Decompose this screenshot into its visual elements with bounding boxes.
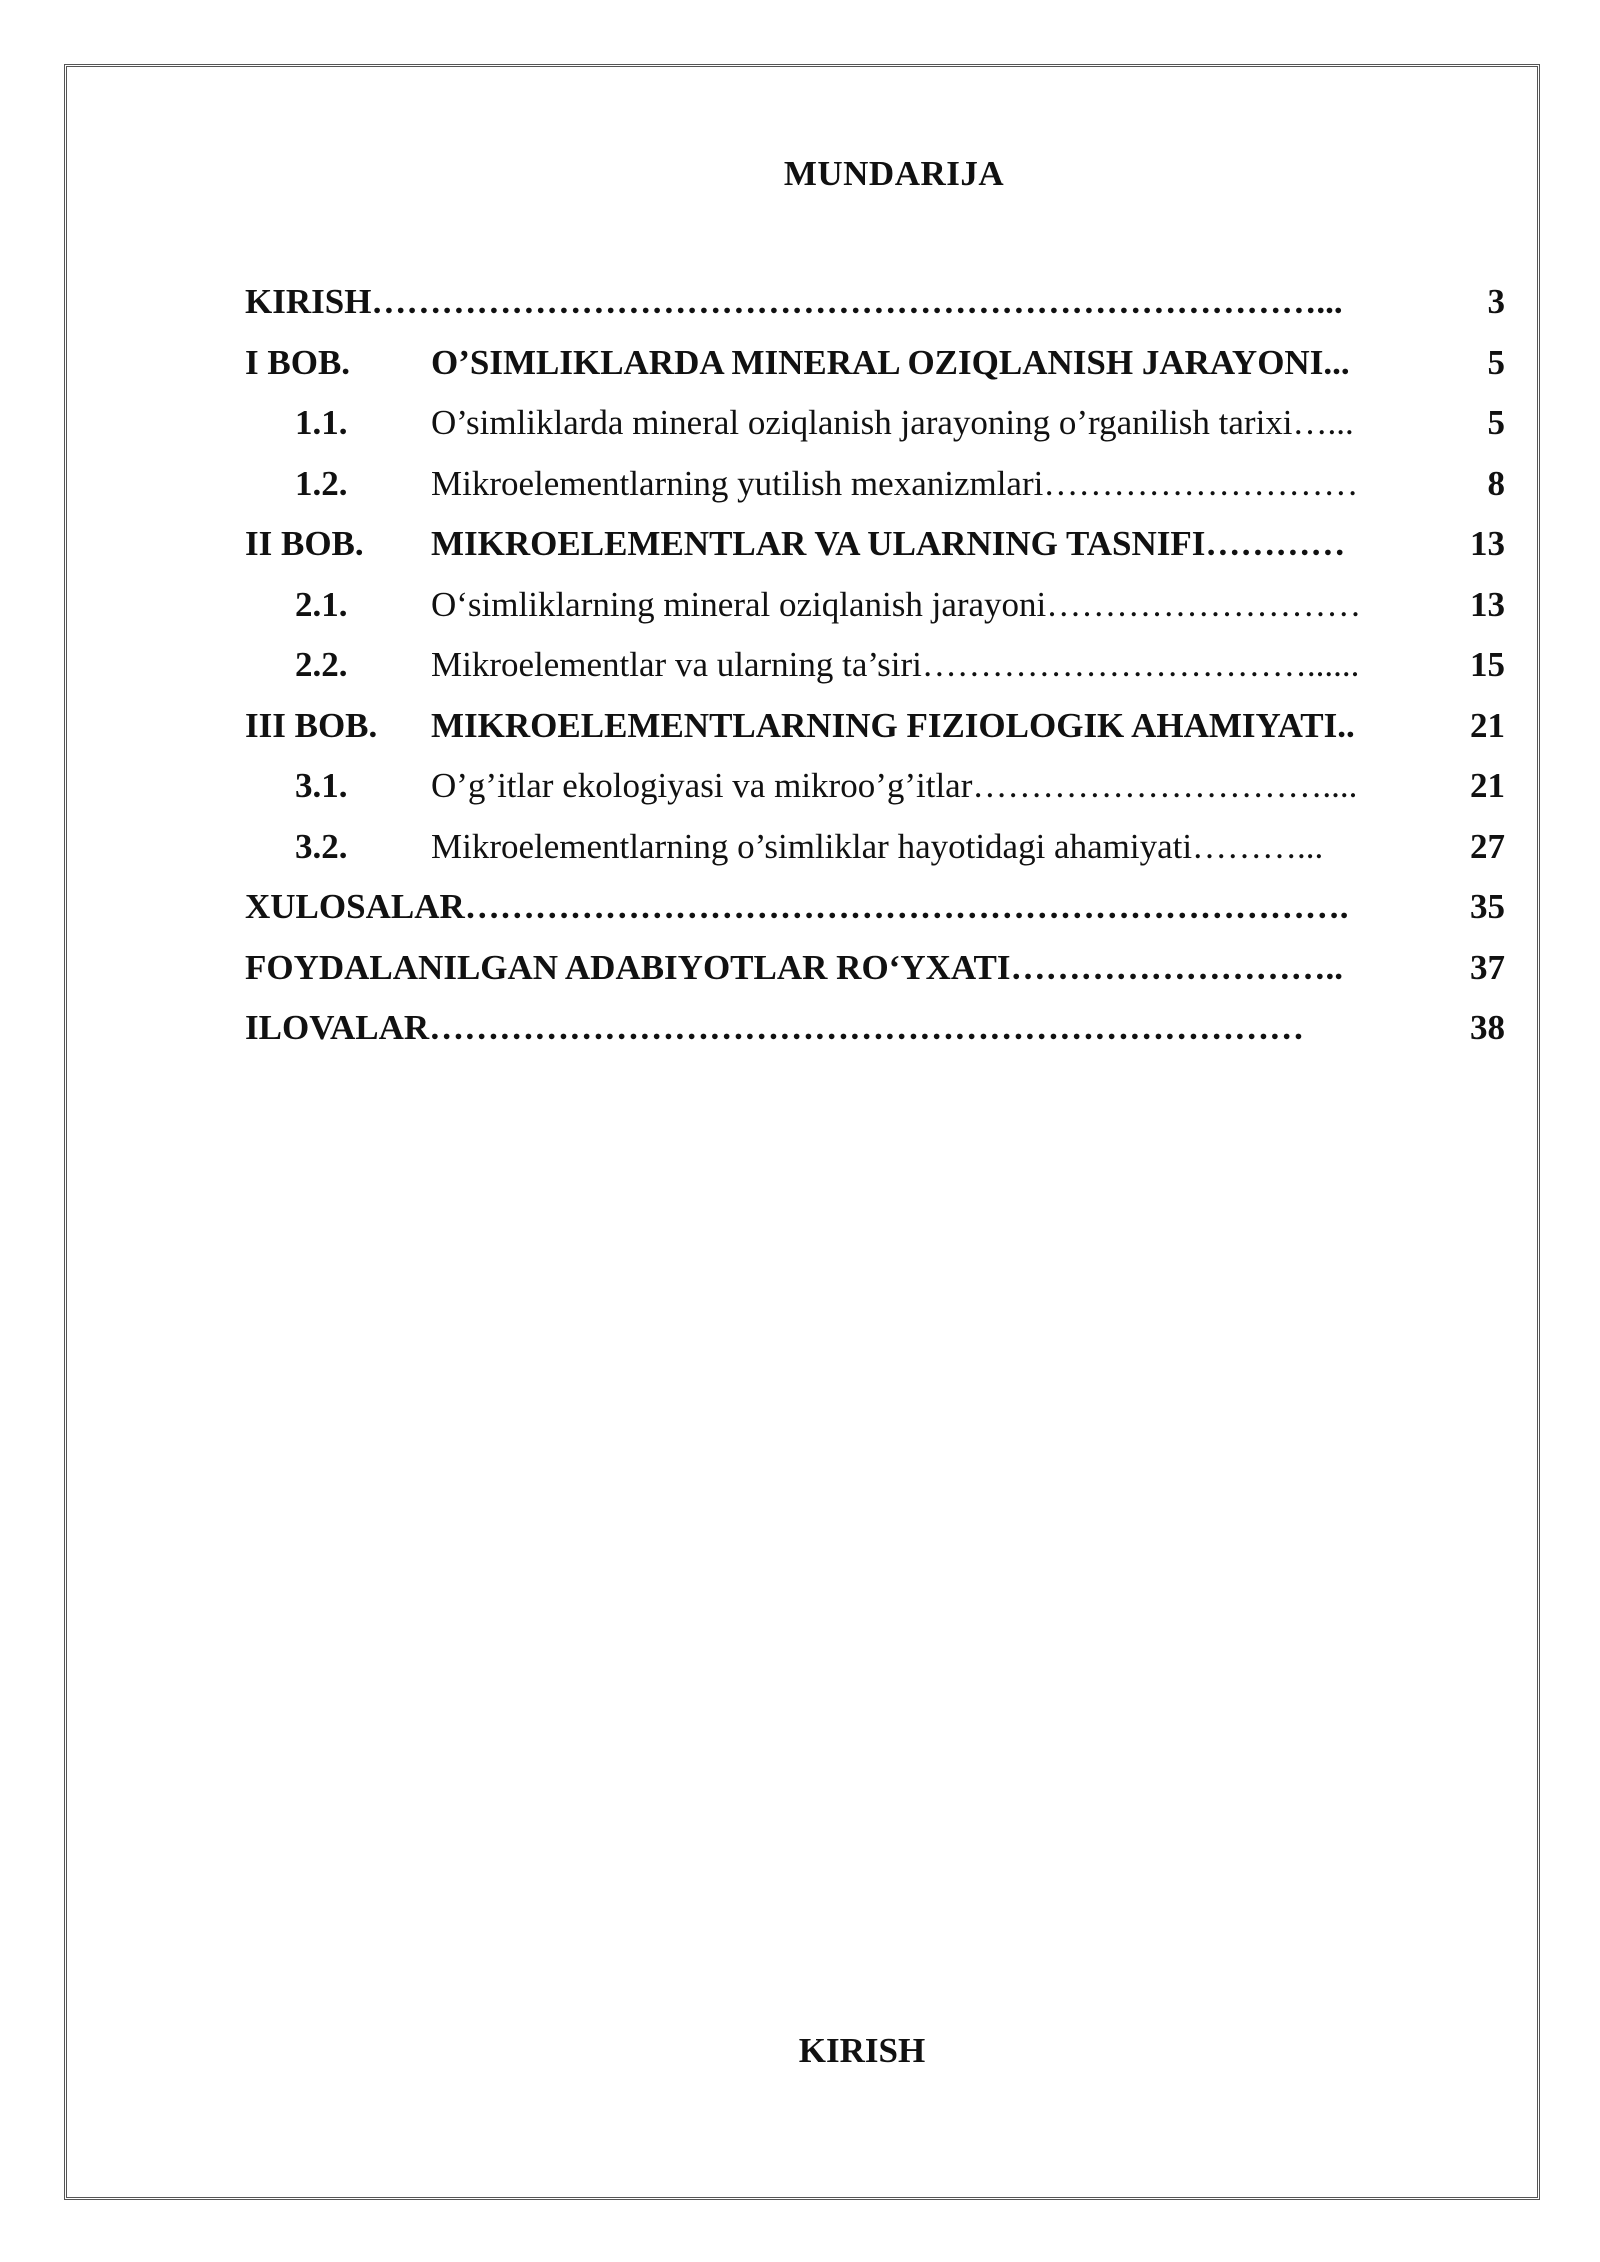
toc-entry-page: 37 — [1470, 947, 1505, 987]
toc-entry-page: 8 — [1487, 463, 1505, 503]
section-heading-kirish: KIRISH — [798, 2031, 926, 2070]
toc-entry-label: FOYDALANILGAN ADABIYOTLAR RO‘YXATI……………………….. — [245, 947, 1344, 987]
toc-entry-page: 21 — [1470, 766, 1505, 805]
table-of-contents — [245, 272, 1505, 1059]
toc-entry-page: 5 — [1487, 403, 1505, 442]
toc-entry-page: 27 — [1470, 826, 1505, 866]
toc-entry-number: III BOB. — [245, 705, 378, 745]
toc-entry-label: MIKROELEMENTLARNING FIZIOLOGIK AHAMIYATI.. — [431, 705, 1355, 745]
toc-entry-ilovalar[interactable] — [245, 998, 1505, 1059]
toc-entry-page: 13 — [1470, 584, 1505, 624]
toc-entry-label: KIRISH………………………………………………………………………... — [245, 282, 1343, 321]
toc-entry-page: 5 — [1487, 342, 1505, 382]
toc-entry-section-1-2[interactable] — [245, 454, 1505, 515]
toc-entry-number: I BOB. — [245, 342, 351, 382]
toc-entry-label: Mikroelementlarning yutilish mexanizmlari……………………… — [431, 463, 1359, 503]
toc-entry-section-2-1[interactable] — [245, 575, 1505, 636]
toc-entry-page: 35 — [1470, 887, 1505, 926]
toc-entry-adabiyotlar[interactable] — [245, 938, 1505, 999]
toc-entry-label: O’SIMLIKLARDA MINERAL OZIQLANISH JARAYONI... — [431, 342, 1350, 382]
toc-title: MUNDARIJA — [783, 154, 1005, 193]
toc-entry-page: 3 — [1487, 282, 1505, 321]
toc-entry-page: 21 — [1470, 705, 1505, 745]
toc-entry-section-3-1[interactable] — [245, 756, 1505, 817]
toc-entry-xulosalar[interactable] — [245, 877, 1505, 938]
toc-entry-chapter-3[interactable] — [245, 696, 1505, 757]
toc-entry-number: 1.1. — [295, 403, 348, 442]
toc-entry-kirish[interactable] — [245, 272, 1505, 333]
toc-entry-number: 2.1. — [295, 584, 348, 624]
toc-entry-number: 3.1. — [295, 766, 348, 805]
toc-entry-number: 3.2. — [295, 826, 348, 866]
toc-entry-label: XULOSALAR…………………………………………………………………. — [245, 887, 1349, 926]
toc-entry-number: 2.2. — [295, 645, 348, 684]
toc-entry-label: MIKROELEMENTLAR VA ULARNING TASNIFI………… — [431, 524, 1346, 563]
toc-entry-label: O‘simliklarning mineral oziqlanish jarayoni……………………… — [431, 584, 1362, 624]
toc-entry-page: 38 — [1470, 1008, 1505, 1047]
toc-entry-label: ILOVALAR………………………………………………………………… — [245, 1008, 1305, 1047]
toc-entry-label: Mikroelementlar va ularning ta’siri……………………………...... — [431, 645, 1360, 684]
toc-entry-section-3-2[interactable] — [245, 817, 1505, 878]
toc-entry-section-2-2[interactable] — [245, 635, 1505, 696]
toc-entry-section-1-1[interactable] — [245, 393, 1505, 454]
toc-entry-label: Mikroelementlarning o’simliklar hayotidagi ahamiyati………... — [431, 826, 1324, 866]
toc-entry-label: O’g’itlar ekologiyasi va mikroo’g’itlar………………………….... — [431, 766, 1358, 805]
toc-entry-page: 13 — [1470, 524, 1505, 563]
toc-entry-number: 1.2. — [295, 463, 348, 503]
toc-entry-page: 15 — [1470, 645, 1505, 684]
toc-entry-chapter-2[interactable] — [245, 514, 1505, 575]
toc-entry-label: O’simliklarda mineral oziqlanish jarayoning o’rganilish tarixi…... — [431, 403, 1354, 442]
toc-entry-chapter-1[interactable] — [245, 333, 1505, 394]
toc-entry-number: II BOB. — [245, 524, 364, 563]
